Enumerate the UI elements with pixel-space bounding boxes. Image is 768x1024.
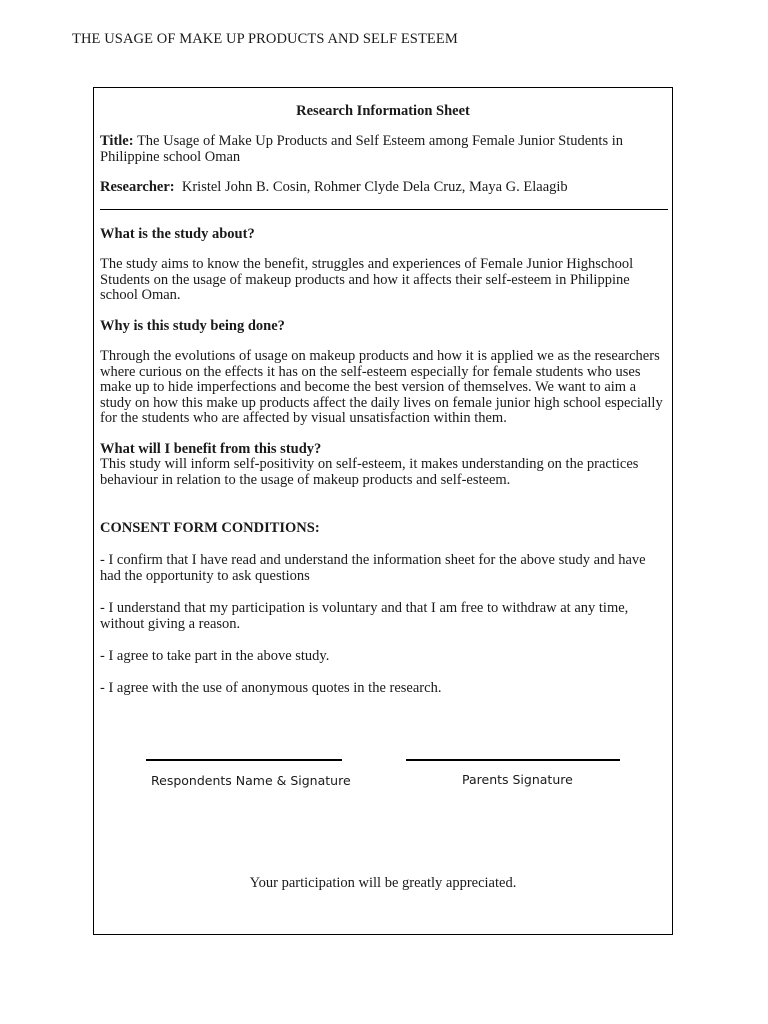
title-label: Title: [100,133,134,149]
information-sheet [93,87,673,935]
section-answer-why: Through the evolutions of usage on makeup products and how it is applied we as the researchers where curious on the effects it has on the self-esteem especially for female students who uses make up to hide imperfections and become the best version of themselves. We want to aim a study on how this make up products affect the daily lives on female junior high school especially for the students who are affected by visual unsatisfaction within them. [100,348,663,427]
researcher-label: Researcher: [100,179,175,195]
consent-item: - I confirm that I have read and understand the information sheet for the above study and have had the opportunity to ask questions [100,552,646,584]
consent-item: - I agree to take part in the above study. [100,648,330,664]
consent-heading: CONSENT FORM CONDITIONS: [100,520,320,536]
respondent-signature-label: Respondents Name & Signature [151,773,351,788]
running-header: THE USAGE OF MAKE UP PRODUCTS AND SELF ESTEEM [72,31,458,47]
section-question-benefit: What will I benefit from this study? [100,441,322,457]
section-answer-about: The study aims to know the benefit, struggles and experiences of Female Junior Highschool Students on the usage of makeup products and how it affects their self-esteem in Philippine school Oman. [100,256,634,304]
study-title [100,134,666,165]
consent-item: - I understand that my participation is voluntary and that I am free to withdraw at any time, without giving a reason. [100,600,629,632]
respondent-signature-line [146,759,342,761]
researcher-names: Kristel John B. Cosin, Rohmer Clyde Dela Cruz, Maya G. Elaagib [181,179,568,195]
section-question-why: Why is this study being done? [100,318,285,334]
researchers [100,180,666,196]
parent-signature-label: Parents Signature [462,772,573,787]
divider [100,209,668,210]
consent-item: - I agree with the use of anonymous quotes in the research. [100,680,442,696]
sheet-heading: Research Information Sheet [296,103,470,119]
title-text: The Usage of Make Up Products and Self Esteem among Female Junior Students in Philippine school Oman [100,133,623,165]
closing-note: Your participation will be greatly appreciated. [249,875,517,891]
parent-signature-line [406,759,620,761]
section-question-about: What is the study about? [100,226,255,242]
section-answer-benefit: This study will inform self-positivity on self-esteem, it makes understanding on the practices behaviour in relation to the usage of makeup products and self-esteem. [100,456,639,488]
